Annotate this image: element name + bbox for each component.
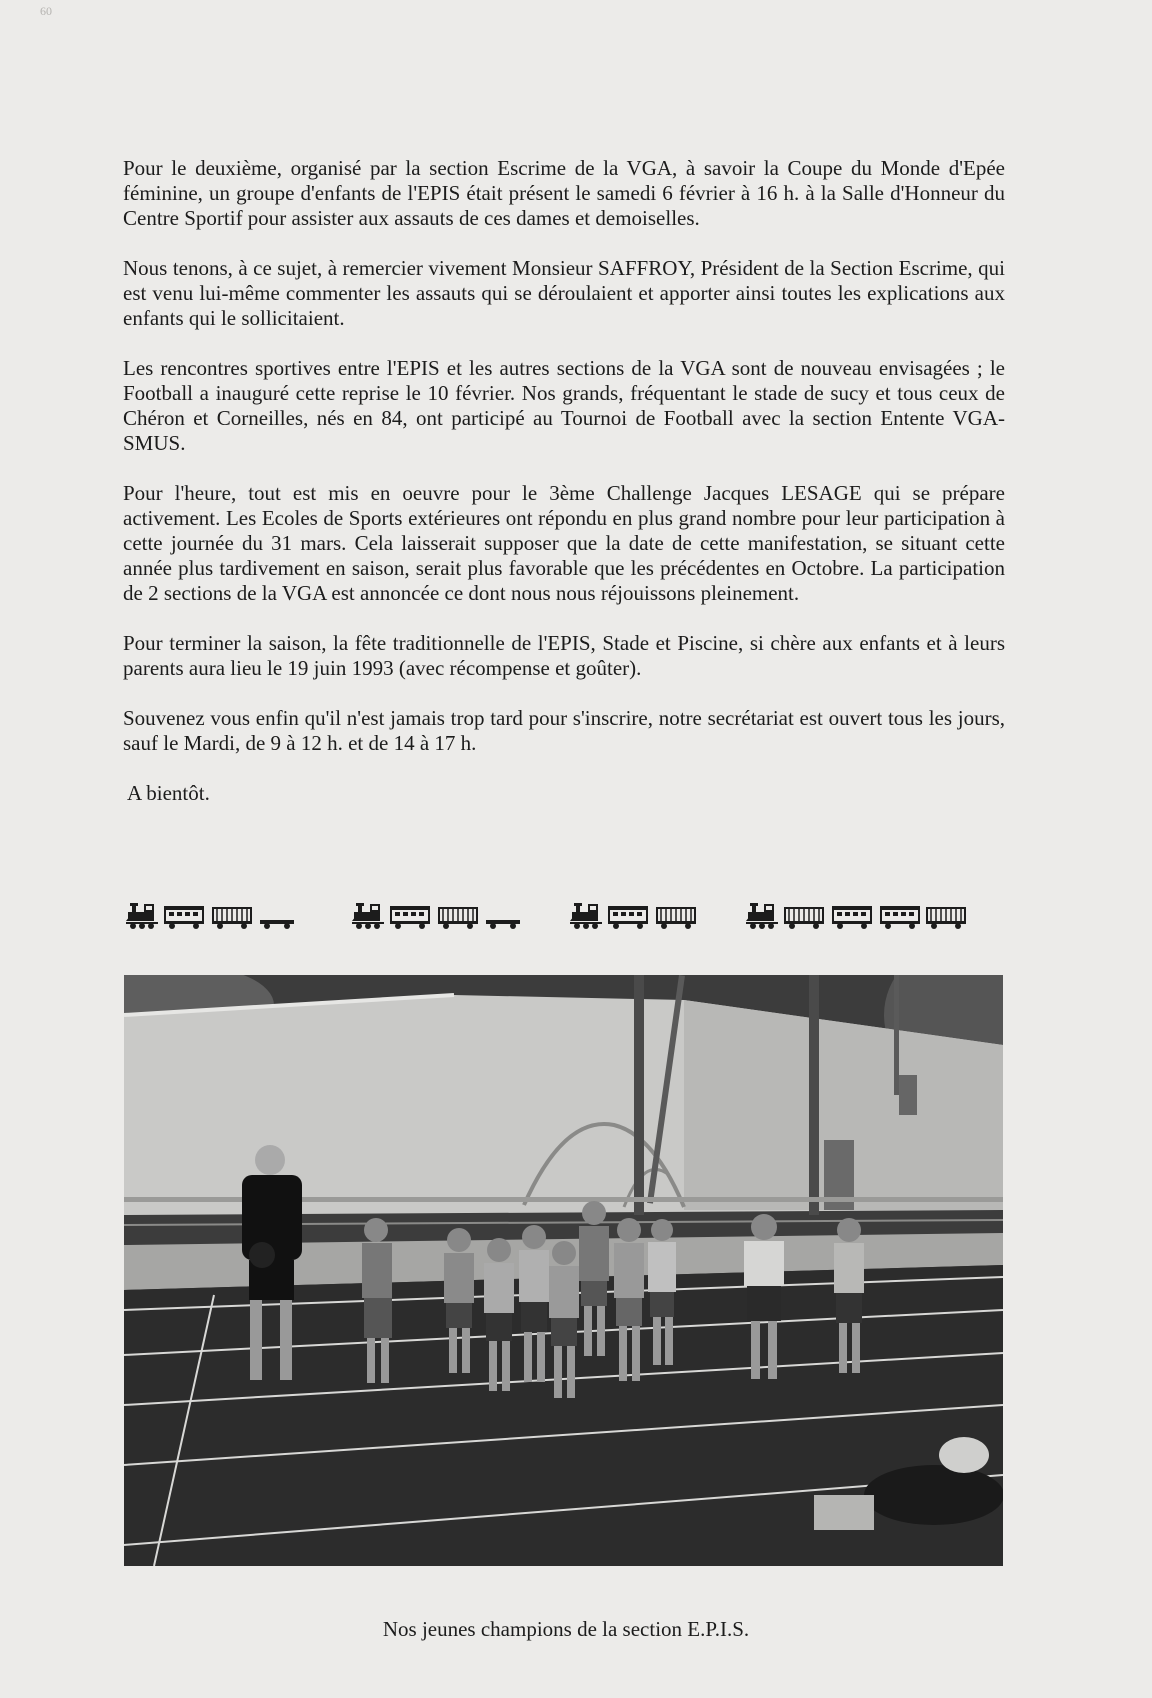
paragraph-2: Nous tenons, à ce sujet, à remercier vivement Monsieur SAFFROY, Président de la Section Escrime, qui est venu lui-même commenter les assauts qui se déroulaient et apporter ainsi toutes les explications aux enfants qui le sollicitaient.: [123, 256, 1005, 330]
paragraph-6: Souvenez vous enfin qu'il n'est jamais trop tard pour s'inscrire, notre secrétariat est ouvert tous les jours, sauf le Mardi, de 9 à 12 h. et de 14 à 17 h.: [123, 706, 1005, 755]
signoff: A bientôt.: [127, 781, 210, 805]
paragraph-4: Pour l'heure, tout est mis en oeuvre pour le 3ème Challenge Jacques LESAGE qui se prépare activement. Les Ecoles de Sports extérieures ont répondu en plus grand nombre pour leur participation à cette journée du 31 mars. Cela laisserait supposer que la date de cette manifestation, se situant cette année plus tardivement en saison, serait plus favorable que les précédentes en Octobre. La participation de 2 sections de la VGA est annoncée ce dont nous nous réjouissons pleinement.: [123, 481, 1005, 605]
article-text: [123, 156, 1005, 831]
train-divider-icon: [126, 900, 1006, 930]
paragraph-5: Pour terminer la saison, la fête traditionnelle de l'EPIS, Stade et Piscine, si chère aux enfants et à leurs parents aura lieu le 19 juin 1993 (avec récompense et goûter).: [123, 631, 1005, 680]
page-mark: 60: [40, 4, 52, 18]
group-photo-image: [124, 975, 1003, 1566]
paragraph-1: Pour le deuxième, organisé par la section Escrime de la VGA, à savoir la Coupe du Monde d'Epée féminine, un groupe d'enfants de l'EPIS était présent le samedi 6 février à 16 h. à la Salle d'Honneur du Centre Sportif pour assister aux assauts de ces dames et demoiselles.: [123, 156, 1005, 230]
paragraph-3: Les rencontres sportives entre l'EPIS et les autres sections de la VGA sont de nouveau envisagées ; le Football a inauguré cette reprise le 10 février. Nos grands, fréquentant le stade de sucy et tous ceux de Chéron et Corneilles, nés en 84, ont participé au Tournoi de Football avec la section Entente VGA-SMUS.: [123, 356, 1005, 455]
photo-caption: Nos jeunes champions de la section E.P.I.S.: [382, 1617, 750, 1641]
